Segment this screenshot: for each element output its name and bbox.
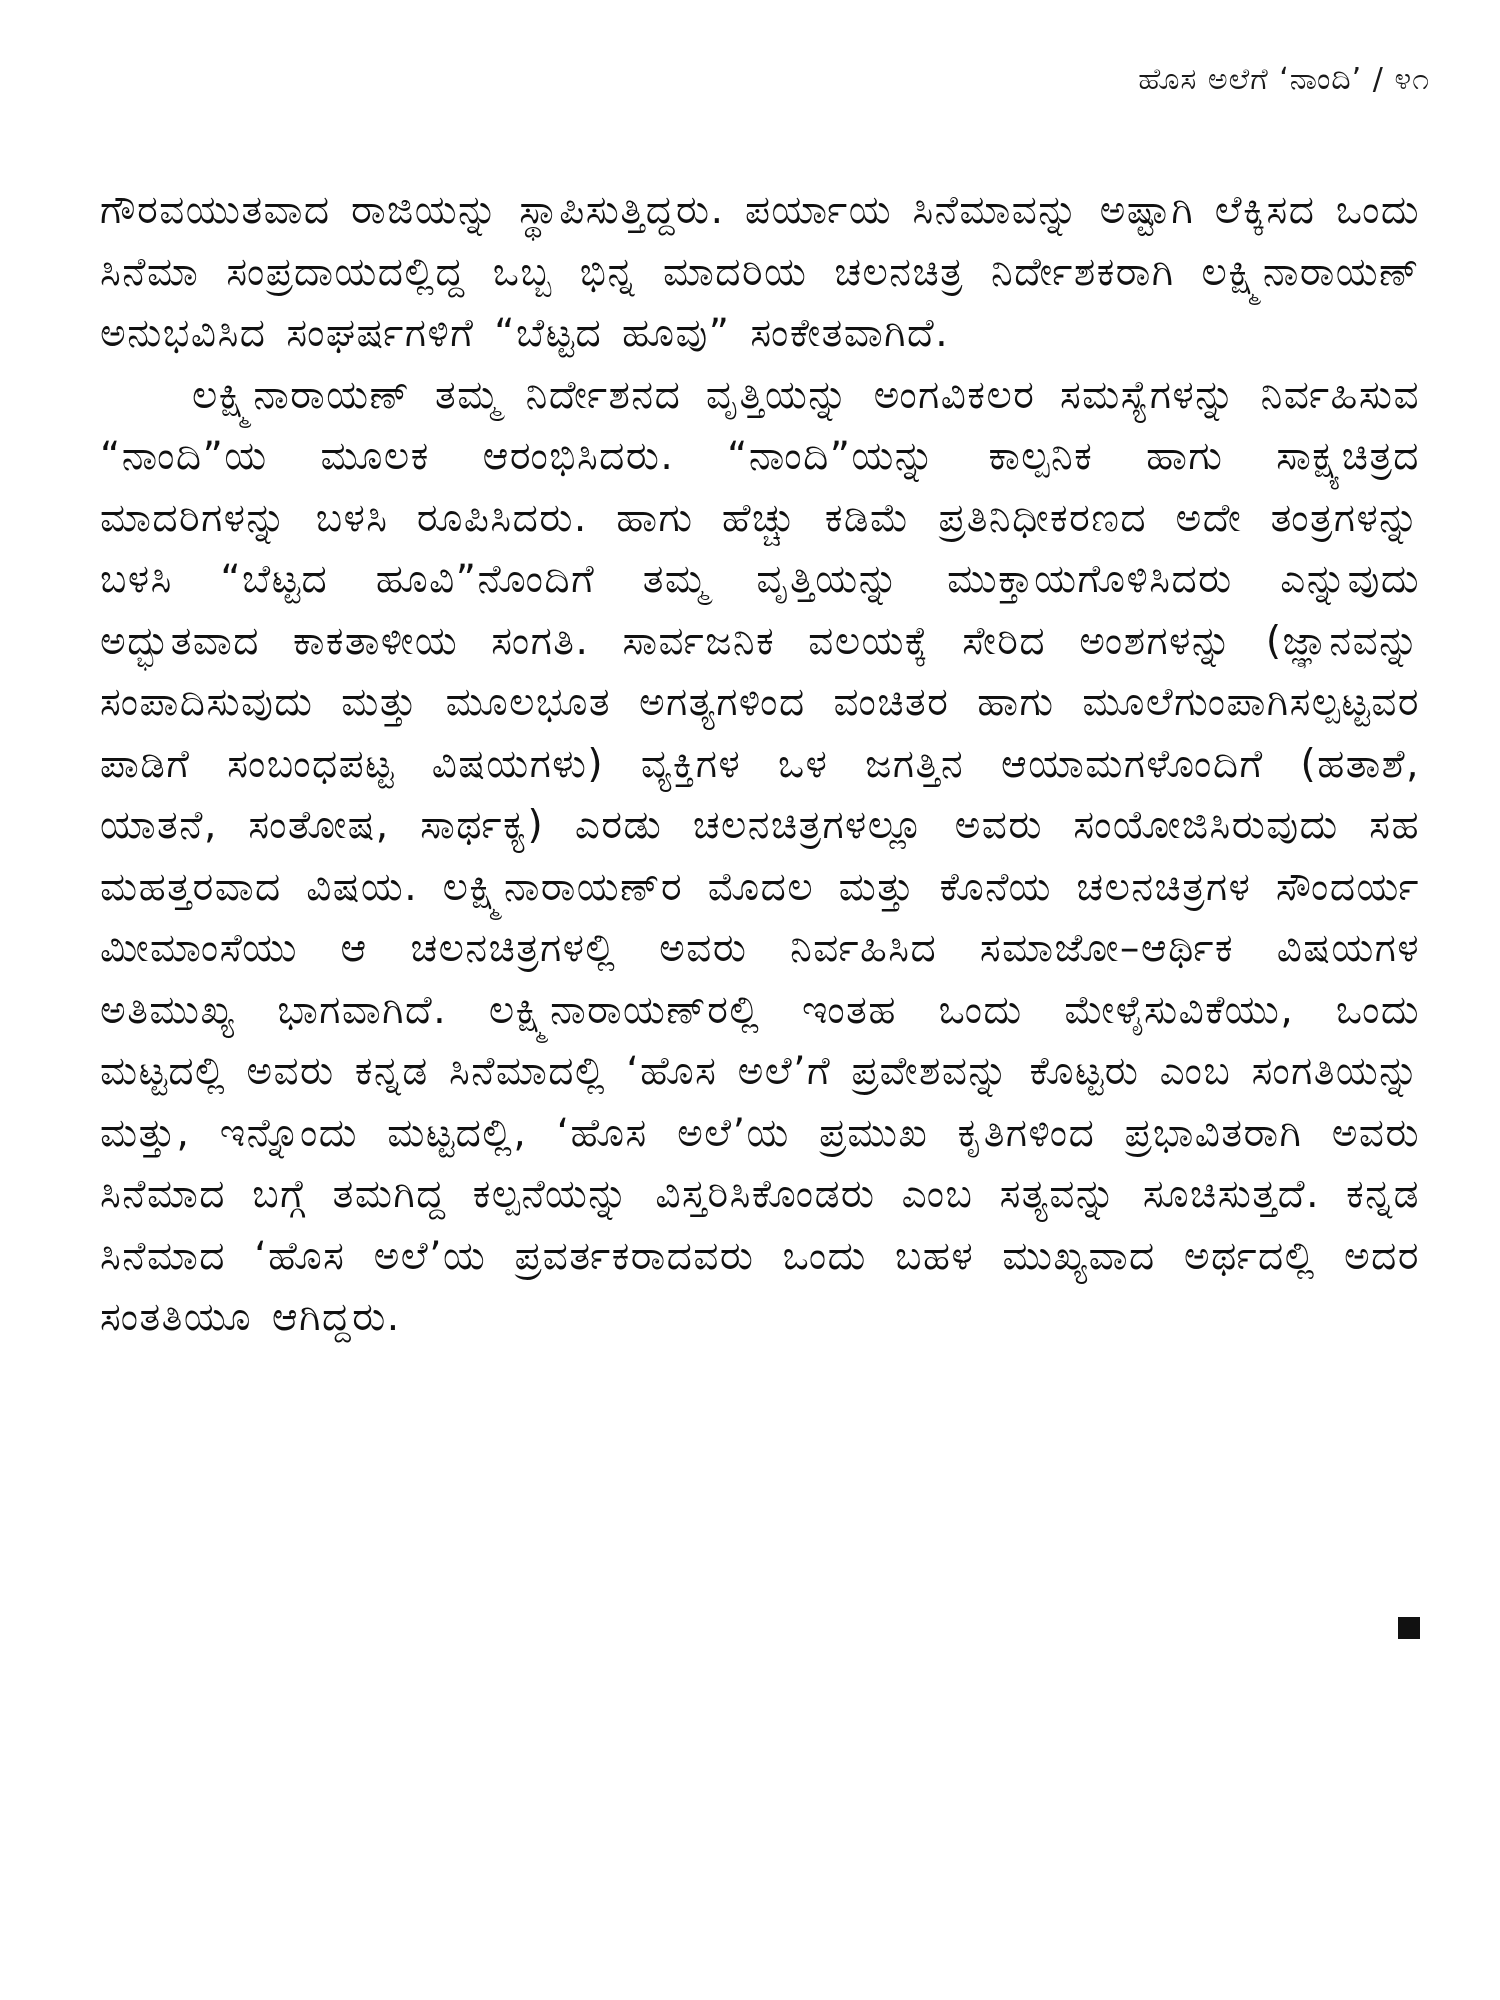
paragraph-lakshminarayan: ಲಕ್ಷ್ಮಿನಾರಾಯಣ್ ತಮ್ಮ ನಿರ್ದೇಶನದ ವೃತ್ತಿಯನ್ನು ಅಂಗವಿಕಲರ ಸಮಸ್ಯೆಗಳನ್ನು ನಿರ್ವಹಿಸುವ “ನಾಂದಿ”ಯ ಮೂಲಕ ಆರಂಭಿಸಿದರು. “ನಾಂದಿ”ಯನ್ನು ಕಾಲ್ಪನಿಕ ಹಾಗು ಸಾಕ್ಷ್ಯಚಿತ್ರದ ಮಾದರಿಗಳನ್ನು ಬಳಸಿ ರೂಪಿಸಿದರು. ಹಾಗು ಹೆಚ್ಚು ಕಡಿಮೆ ಪ್ರತಿನಿಧೀಕರಣದ ಅದೇ ತಂತ್ರಗಳನ್ನು ಬಳಸಿ “ಬೆಟ್ಟದ ಹೂವಿ”ನೊಂದಿಗೆ ತಮ್ಮ ವೃತ್ತಿಯನ್ನು ಮುಕ್ತಾಯಗೊಳಿಸಿದರು ಎನ್ನುವುದು ಅದ್ಭುತವಾದ ಕಾಕತಾಳೀಯ ಸಂಗತಿ. ಸಾರ್ವಜನಿಕ ವಲಯಕ್ಕೆ ಸೇರಿದ ಅಂಶಗಳನ್ನು (ಜ್ಞಾನವನ್ನು ಸಂಪಾದಿಸುವುದು ಮತ್ತು ಮೂಲಭೂತ ಅಗತ್ಯಗಳಿಂದ ವಂಚಿತರ ಹಾಗು ಮೂಲೆಗುಂಪಾಗಿಸಲ್ಪಟ್ಟವರ ಪಾಡಿಗೆ ಸಂಬಂಧಪಟ್ಟ ವಿಷಯಗಳು) ವ್ಯಕ್ತಿಗಳ ಒಳ ಜಗತ್ತಿನ ಆಯಾಮಗಳೊಂದಿಗೆ (ಹತಾಶೆ, ಯಾತನೆ, ಸಂತೋಷ, ಸಾರ್ಥಕ್ಯ) ಎರಡು ಚಲನಚಿತ್ರಗಳಲ್ಲೂ ಅವರು ಸಂಯೋಜಿಸಿರುವುದು ಸಹ ಮಹತ್ತರವಾದ ವಿಷಯ. ಲಕ್ಷ್ಮಿನಾರಾಯಣ್‌ರ ಮೊದಲ ಮತ್ತು ಕೊನೆಯ ಚಲನಚಿತ್ರಗಳ ಸೌಂದರ್ಯ ಮೀಮಾಂಸೆಯು ಆ ಚಲನಚಿತ್ರಗಳಲ್ಲಿ ಅವರು ನಿರ್ವಹಿಸಿದ ಸಮಾಜೋ–ಆರ್ಥಿಕ ವಿಷಯಗಳ ಅತಿಮುಖ್ಯ ಭಾಗವಾಗಿದೆ. ಲಕ್ಷ್ಮಿನಾರಾಯಣ್‌ರಲ್ಲಿ ಇಂತಹ ಒಂದು ಮೇಳೈಸುವಿಕೆಯು, ಒಂದು ಮಟ್ಟದಲ್ಲಿ ಅವರು ಕನ್ನಡ ಸಿನೆಮಾದಲ್ಲಿ ‘ಹೊಸ ಅಲೆ’ಗೆ ಪ್ರವೇಶವನ್ನು ಕೊಟ್ಟರು ಎಂಬ ಸಂಗತಿಯನ್ನು ಮತ್ತು, ಇನ್ನೊಂದು ಮಟ್ಟದಲ್ಲಿ, ‘ಹೊಸ ಅಲೆ’ಯ ಪ್ರಮುಖ ಕೃತಿಗಳಿಂದ ಪ್ರಭಾವಿತರಾಗಿ ಅವರು ಸಿನೆಮಾದ ಬಗ್ಗೆ ತಮಗಿದ್ದ ಕಲ್ಪನೆಯನ್ನು ವಿಸ್ತರಿಸಿಕೊಂಡರು ಎಂಬ ಸತ್ಯವನ್ನು ಸೂಚಿಸುತ್ತದೆ. ಕನ್ನಡ ಸಿನೆಮಾದ ‘ಹೊಸ ಅಲೆ’ಯ ಪ್ರವರ್ತಕರಾದವರು ಒಂದು ಬಹಳ ಮುಖ್ಯವಾದ ಅರ್ಥದಲ್ಲಿ ಅದರ ಸಂತತಿಯೂ ಆಗಿದ್ದರು. [100, 372, 1420, 1340]
running-header: ಹೊಸ ಅಲೆಗೆ ‘ನಾಂದಿ’ / ೪೧ [1138, 62, 1430, 97]
square-end-mark-icon [1398, 1617, 1420, 1639]
body-text [100, 180, 1420, 1349]
paragraph-continued: ಗೌರವಯುತವಾದ ರಾಜಿಯನ್ನು ಸ್ಥಾಪಿಸುತ್ತಿದ್ದರು. ಪರ್ಯಾಯ ಸಿನೆಮಾವನ್ನು ಅಷ್ಟಾಗಿ ಲೆಕ್ಕಿಸದ ಒಂದು ಸಿನೆಮಾ ಸಂಪ್ರದಾಯದಲ್ಲಿದ್ದ ಒಬ್ಬ ಭಿನ್ನ ಮಾದರಿಯ ಚಲನಚಿತ್ರ ನಿರ್ದೇಶಕರಾಗಿ ಲಕ್ಷ್ಮಿನಾರಾಯಣ್ ಅನುಭವಿಸಿದ ಸಂಘರ್ಷಗಳಿಗೆ “ಬೆಟ್ಟದ ಹೂವು” ಸಂಕೇತವಾಗಿದೆ. [100, 188, 1420, 356]
